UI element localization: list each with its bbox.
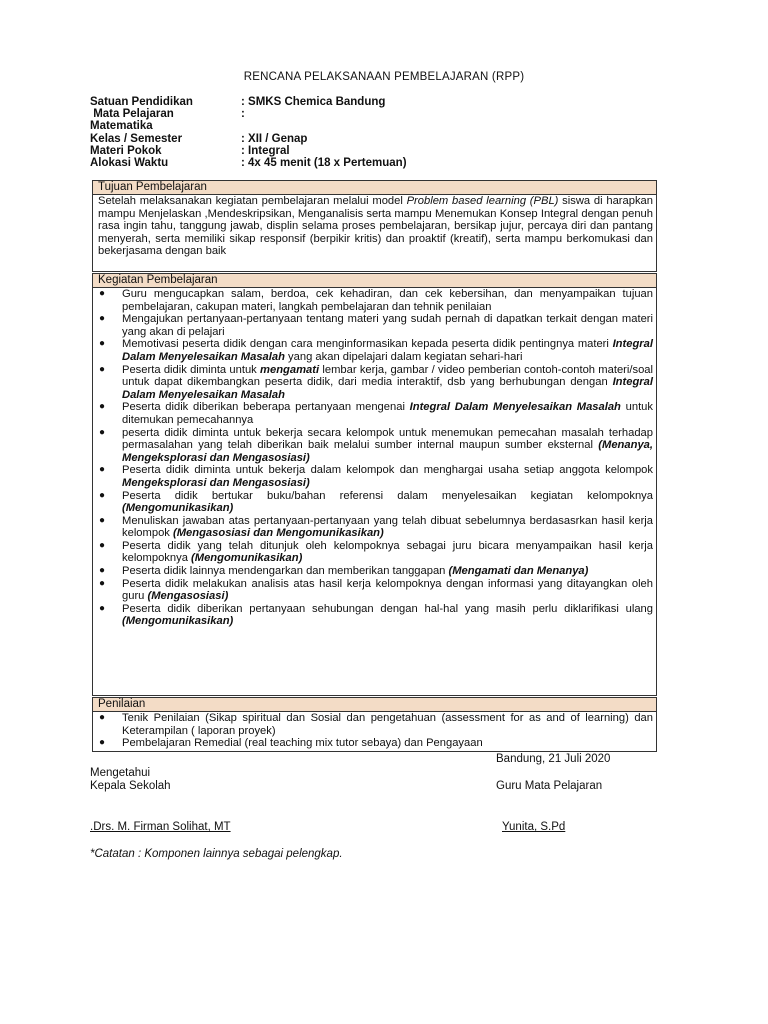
identity-key: Satuan Pendidikan [90,96,193,108]
kegiatan-item-text: Peserta didik yang telah ditunjuk oleh kelompoknya sebagai juru bicara menyampaikan hasil kerja kelompoknya [122,539,653,565]
identity-key: Materi Pokok [90,144,162,157]
kegiatan-item-text: lembar kerja, gambar / video pemberian contoh-contoh materi/soal untuk dapat dikembangkan peserta didik, dari media interaktif, dsb yang berhubungan dengan [122,363,654,389]
bullet-icon: ● [99,712,106,723]
kegiatan-item-text: (Mengomunikasikan) [191,552,303,565]
identity-value: : XII / Genap [241,132,308,145]
penilaian-heading: Penilaian [93,698,656,712]
identity-value: : 4x 45 menit (18 x Pertemuan) [241,157,407,170]
penilaian-section [92,697,657,752]
identity-key: Kelas / Semester [90,132,183,145]
kegiatan-item [93,578,656,603]
bullet-icon: ● [99,514,106,526]
kegiatan-item-text: Mengeksplorasi dan Mengasosiasi) [122,476,310,489]
identity-row [90,133,407,145]
bullet-icon: ● [99,401,106,413]
penilaian-item [93,737,656,750]
kegiatan-item-text: (Mengasosiasi) [147,590,229,603]
bullet-icon: ● [99,363,106,375]
identity-row [90,96,407,108]
kegiatan-item [93,364,656,402]
identity-key: Mata Pelajaran [90,108,174,121]
kegiatan-item-text: untuk ditemukan pemecahannya [122,401,653,426]
kegiatan-item-text: peserta didik diminta untuk bekerja secara kelompok untuk menemukan pemecahan masalah terhadap permasalahan yang telah diberikan baik melalui sumber internal maupun sumber eksternal [122,426,653,452]
identity-row [90,120,407,132]
bullet-icon: ● [99,313,106,325]
tujuan-text [93,195,656,258]
bullet-icon: ● [99,464,106,476]
kegiatan-item-text: (Mengomunikasikan) [122,615,234,628]
kegiatan-item-text: Guru mengucapkan salam, berdoa, cek kehadiran, dan cek kebersihan, dan menyampaikan tujuan pembelajaran, cakupan materi, langkah pembelajaran dan tehnik penilaian [122,288,653,313]
penilaian-list [93,712,656,750]
guru-label: Guru Mata Pelajaran [496,780,603,792]
bullet-icon: ● [99,338,106,350]
kegiatan-section [92,273,657,696]
identity-value: : Integral [241,144,290,157]
penilaian-item-text: Tenik Penilaian (Sikap spiritual dan Sosial dan pengetahuan (assessment for as and of learning) dan Keterampilan ( laporan proyek) [122,712,653,737]
kegiatan-item-text: Peserta didik diberikan pertanyaan sehubungan dengan hal-hal yang masih perlu diklarifikasi ulang [122,602,653,615]
kegiatan-item-text: Menuliskan jawaban atas pertanyaan-pertanyaan yang telah dibuat sebelumnya berdasasrkan hasil kerja kelompok [122,514,653,540]
kegiatan-list [93,288,656,628]
kegiatan-item-text: Peserta didik lainnya mendengarkan dan memberikan tanggapan [122,565,449,578]
identity-value: : [241,108,245,121]
kegiatan-item-text: (Mengamati dan Menanya) [448,565,589,578]
kegiatan-item-text: Peserta didik diminta untuk bekerja dalam kelompok dan menghargai usaha setiap anggota kelompok [122,464,653,477]
mengetahui-label: Mengetahui [90,767,151,779]
kegiatan-heading: Kegiatan Pembelajaran [93,274,656,288]
kegiatan-item [93,338,656,363]
bullet-icon: ● [99,577,106,589]
identity-value: : SMKS Chemica Bandung [241,96,386,108]
kegiatan-item [93,540,656,565]
kegiatan-item-text: (Mengasosiasi dan Mengomunikasikan) [173,527,384,540]
kegiatan-item [93,464,656,489]
bullet-icon: ● [99,426,106,438]
kegiatan-item [93,603,656,628]
place-date: Bandung, 21 Juli 2020 [496,753,611,765]
bullet-icon: ● [99,602,106,614]
kegiatan-item-text: (Menanya, Mengeksplorasi dan Mengasosiasi) [122,439,653,464]
penilaian-item-text: Pembelajaran Remedial (real teaching mix tutor sebaya) dan Pengayaan [122,737,483,750]
bullet-icon: ● [99,288,106,299]
kegiatan-item-text: Peserta didik bertukar buku/bahan referensi dalam menyelesaikan kegiatan kelompoknya [122,489,653,502]
tujuan-section [92,180,657,272]
kegiatan-item-text: Integral Dalam Menyelesaikan Masalah [409,401,621,414]
catatan-note: *Catatan : Komponen lainnya sebagai pelengkap. [90,848,343,860]
kepala-sekolah-label: Kepala Sekolah [90,780,171,792]
kegiatan-item-text: Memotivasi peserta didik dengan cara menginformasikan kepada peserta didik pentingnya materi [122,338,613,351]
kegiatan-item [93,490,656,515]
kegiatan-item-text: (Mengomunikasikan) [122,502,234,515]
identity-row [90,108,407,120]
kegiatan-item [93,313,656,338]
bullet-icon: ● [99,737,106,749]
bullet-icon: ● [99,489,106,501]
kegiatan-item-text: Integral Dalam Menyelesaikan Masalah [122,376,653,401]
bullet-icon: ● [99,565,106,577]
kepala-sekolah-name: .Drs. M. Firman Solihat, MT [90,821,231,833]
pbl-model-text: Problem based learning (PBL) [406,195,559,207]
identity-row [90,157,407,169]
identity-key: Matematika [90,120,153,133]
kegiatan-item [93,401,656,426]
kegiatan-item [93,288,656,313]
tujuan-heading: Tujuan Pembelajaran [93,181,656,195]
penilaian-item [93,712,656,737]
kegiatan-item-text: mengamati [260,363,320,376]
document-title: RENCANA PELAKSANAAN PEMBELAJARAN (RPP) [243,71,525,83]
kegiatan-item-text: yang akan dipelajari dalam kegiatan sehari-hari [284,350,523,363]
kegiatan-item-text: Peserta didik diminta untuk [122,363,261,376]
tujuan-text-part: Setelah melaksanakan kegiatan pembelajaran melalui model [98,195,407,207]
guru-name: Yunita, S.Pd [502,821,566,833]
kegiatan-item-text: Peserta didik diberikan beberapa pertanyaan mengenai [122,401,410,414]
identity-key: Alokasi Waktu [90,157,169,170]
tujuan-text-part: siswa di harapkan mampu Menjelaskan ,Mendeskripsikan, Menganalisis serta mampu Menemukan Konsep Integral dengan penuh rasa ingin tahu, tanggung jawab, displin selama proses pembelajaran, bersikap jujur, percaya diri dan pantang menyerah, serta memiliki sikap responsif (berpikir kritis) dan proaktif (kreatif), serta mampu berkomukasi dan bekerjasama dengan baik [98,195,653,258]
kegiatan-item [93,565,656,578]
kegiatan-item-text: Mengajukan pertanyaan-pertanyaan tentang materi yang sudah pernah di dapatkan terkait dengan materi yang akan di pelajari [122,313,653,338]
bullet-icon: ● [99,539,106,551]
identity-block [90,96,407,169]
kegiatan-item [93,515,656,540]
identity-row [90,145,407,157]
kegiatan-item-text: Integral Dalam Menyelesaikan Masalah [122,338,653,363]
kegiatan-item-text: Peserta didik melakukan analisis atas hasil kerja kelompoknya dengan informasi yang ditayangkan oleh guru [122,577,653,603]
kegiatan-item [93,427,656,465]
